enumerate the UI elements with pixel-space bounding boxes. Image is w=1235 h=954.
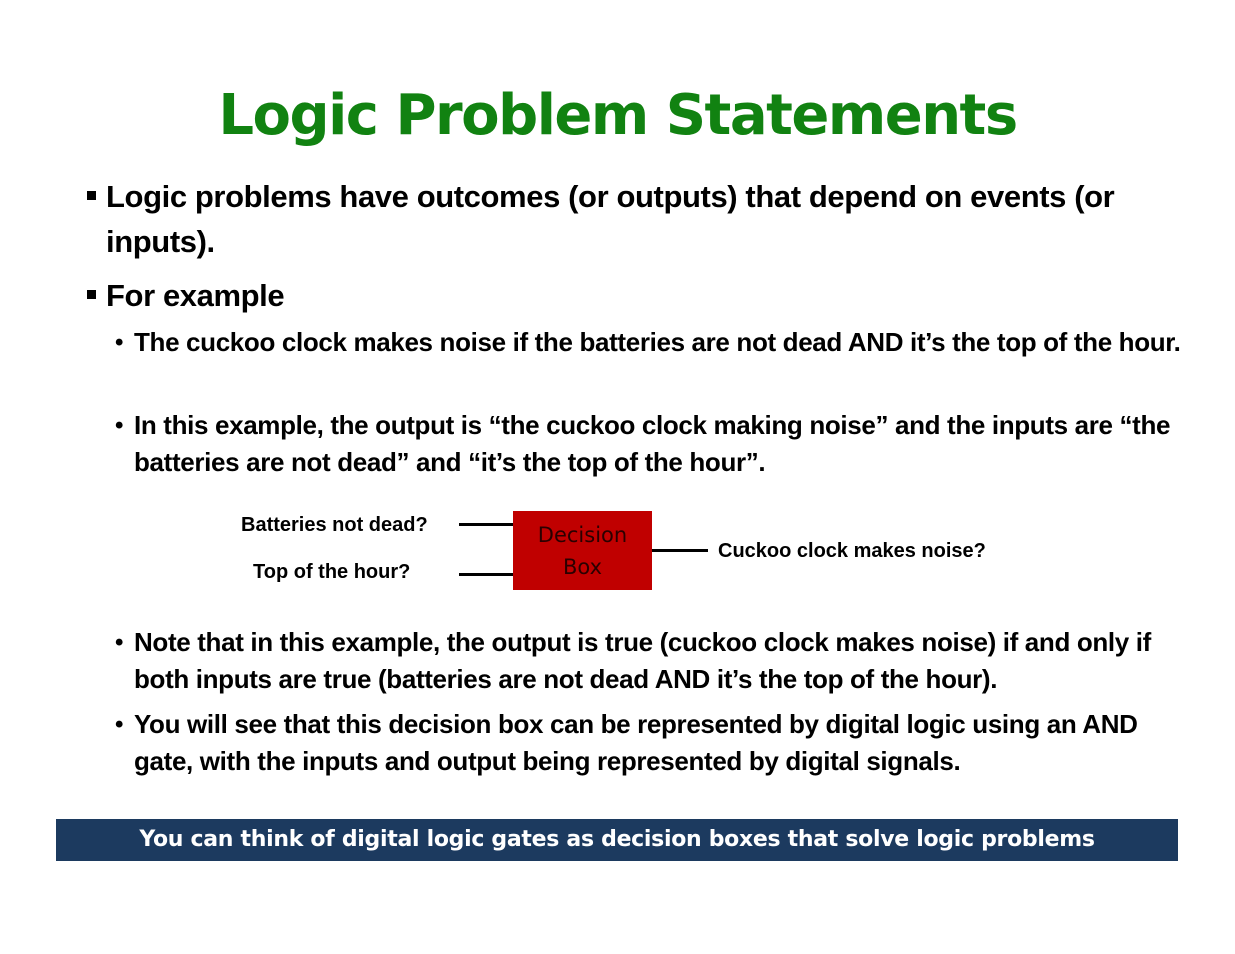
decision-box-label-line1: Decision xyxy=(537,523,628,547)
sub-bullet-item-2 xyxy=(115,407,1184,481)
bullet-text: For example xyxy=(106,278,285,313)
bullet-text: Logic problems have outcomes (or outputs) that depend on events (or inputs). xyxy=(106,179,1115,259)
input-label-top-of-hour: Top of the hour? xyxy=(253,561,411,583)
summary-banner: You can think of digital logic gates as decision boxes that solve logic problems xyxy=(56,819,1178,861)
input-wire-2 xyxy=(459,573,514,576)
round-bullet-icon: • xyxy=(115,629,124,656)
sub-bullet-text: The cuckoo clock makes noise if the batteries are not dead AND it’s the top of the hour. xyxy=(134,327,1181,357)
sub-bullet-item-1 xyxy=(115,324,1184,361)
sub-bullet-text: In this example, the output is “the cuckoo clock making noise” and the inputs are “the batteries are not dead” and “it’s the top of the hour”. xyxy=(134,410,1171,477)
decision-box-label-line2: Box xyxy=(562,555,603,579)
page-title: Logic Problem Statements xyxy=(218,83,1017,148)
round-bullet-icon: • xyxy=(115,711,124,738)
square-bullet-icon xyxy=(87,191,96,200)
sub-bullet-text: Note that in this example, the output is true (cuckoo clock makes noise) if and only if both inputs are true (batteries are not dead AND it’s the top of the hour). xyxy=(134,627,1151,694)
sub-bullet-item-4 xyxy=(115,706,1184,780)
round-bullet-icon: • xyxy=(115,329,124,356)
decision-box xyxy=(513,511,652,590)
sub-bullet-text: You will see that this decision box can be represented by digital logic using an AND gate, with the inputs and output being represented by digital signals. xyxy=(134,709,1138,776)
round-bullet-icon: • xyxy=(115,412,124,439)
input-label-batteries: Batteries not dead? xyxy=(241,514,428,536)
bullet-item-1 xyxy=(106,174,1166,264)
output-label-cuckoo-noise: Cuckoo clock makes noise? xyxy=(718,540,986,562)
bullet-item-2 xyxy=(106,273,1166,318)
sub-bullet-item-3 xyxy=(115,624,1184,698)
input-wire-1 xyxy=(459,523,514,526)
square-bullet-icon xyxy=(87,290,96,299)
output-wire xyxy=(652,549,708,552)
